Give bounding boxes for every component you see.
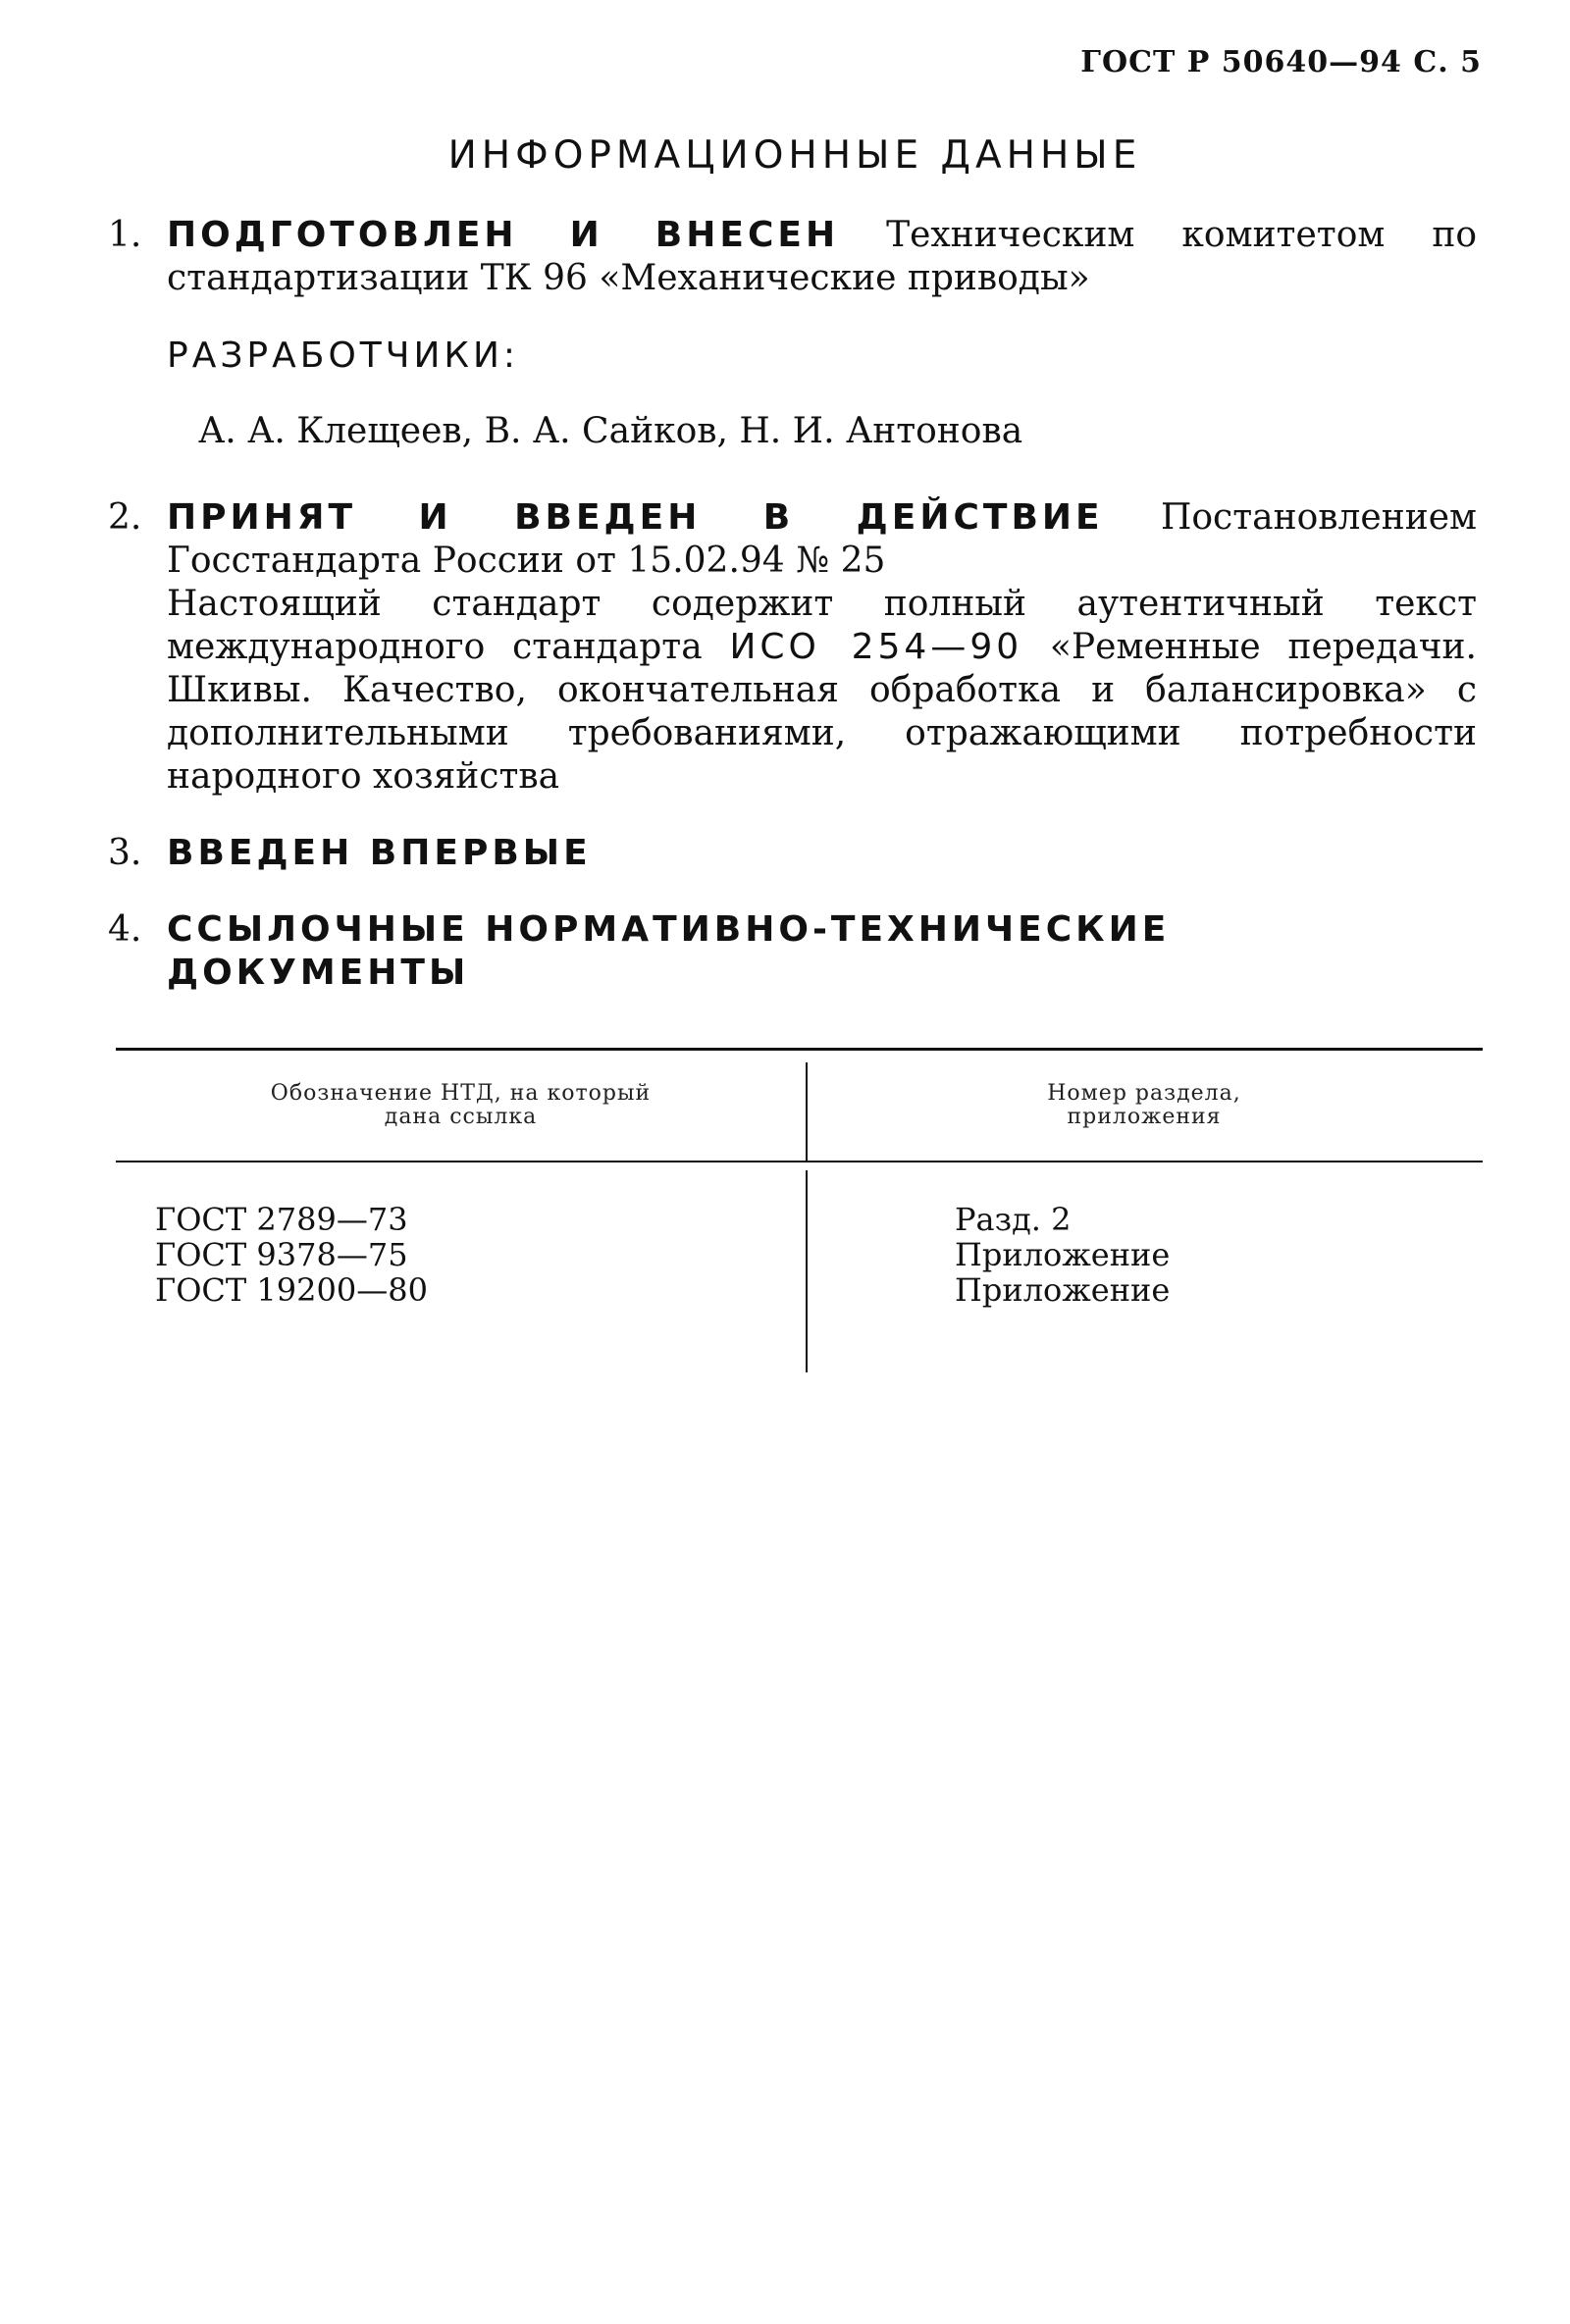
item-3-number: 3. [108,833,142,873]
item-2-note-after: «Ременные передачи. Шкивы. Качество, окончательная обработка и балансировка» с дополнительными требованиями, отражающими потребности народного хозяйства [167,627,1477,797]
item-3-heading: ВВЕДЕН ВПЕРВЫЕ [167,833,592,873]
header-section-line-2: приложения [1067,1105,1222,1129]
item-1-number: 1. [108,215,142,255]
item-1-text: Техническим комитетом по стандартизации ТК 96 «Механические приводы» [167,215,1477,298]
table-cell-document: ГОСТ 9378—75 [155,1236,408,1273]
column-section [806,1162,1483,1372]
table-body [116,1162,1483,1372]
header-document-line-1: Обозначение НТД, на который [270,1081,652,1106]
table-cell-document: ГОСТ 19200—80 [155,1271,428,1309]
developers-names: А. А. Клещеев, В. А. Сайков, Н. И. Антонова [198,411,1023,451]
item-4 [108,908,1477,995]
header-cell-section [806,1051,1483,1161]
developers-heading: РАЗРАБОТЧИКИ: [167,336,520,376]
header-document-line-2: дана ссылка [384,1105,538,1129]
item-4-heading: ССЫЛОЧНЫЕ НОРМАТИВНО-ТЕХНИЧЕСКИЕ ДОКУМЕНТЫ [167,909,1171,993]
table-header [116,1051,1483,1161]
running-header: ГОСТ Р 50640—94 С. 5 [1080,45,1482,79]
item-4-number: 4. [108,909,142,950]
column-document [116,1162,806,1372]
item-2-heading: ПРИНЯТ И ВВЕДЕН В ДЕЙСТВИЕ [167,497,1104,538]
table-cell-section: Приложение [955,1271,1171,1309]
header-cell-document [116,1051,806,1161]
item-1 [108,214,1477,300]
table-cell-section: Разд. 2 [955,1201,1072,1238]
item-2-text: Постановлением Госстандарта России от 15.02.94 № 25 [167,497,1477,581]
header-section-line-1: Номер раздела, [1047,1081,1241,1106]
item-1-heading: ПОДГОТОВЛЕН И ВНЕСЕН [167,215,840,255]
references-table [116,1048,1483,1372]
item-2-note-iso: ИСО 254—90 [729,627,1023,667]
item-2-number: 2. [108,497,142,538]
content-body [108,214,1477,995]
item-2 [108,496,1477,799]
item-2-note-before: Настоящий стандарт содержит полный аутентичный текст международного стандарта [167,584,1477,667]
page-title: ИНФОРМАЦИОННЫЕ ДАННЫЕ [447,133,1142,178]
table-cell-document: ГОСТ 2789—73 [155,1201,408,1238]
table-cell-section: Приложение [955,1236,1171,1273]
item-2-note [167,583,1477,799]
item-3 [108,832,1477,875]
